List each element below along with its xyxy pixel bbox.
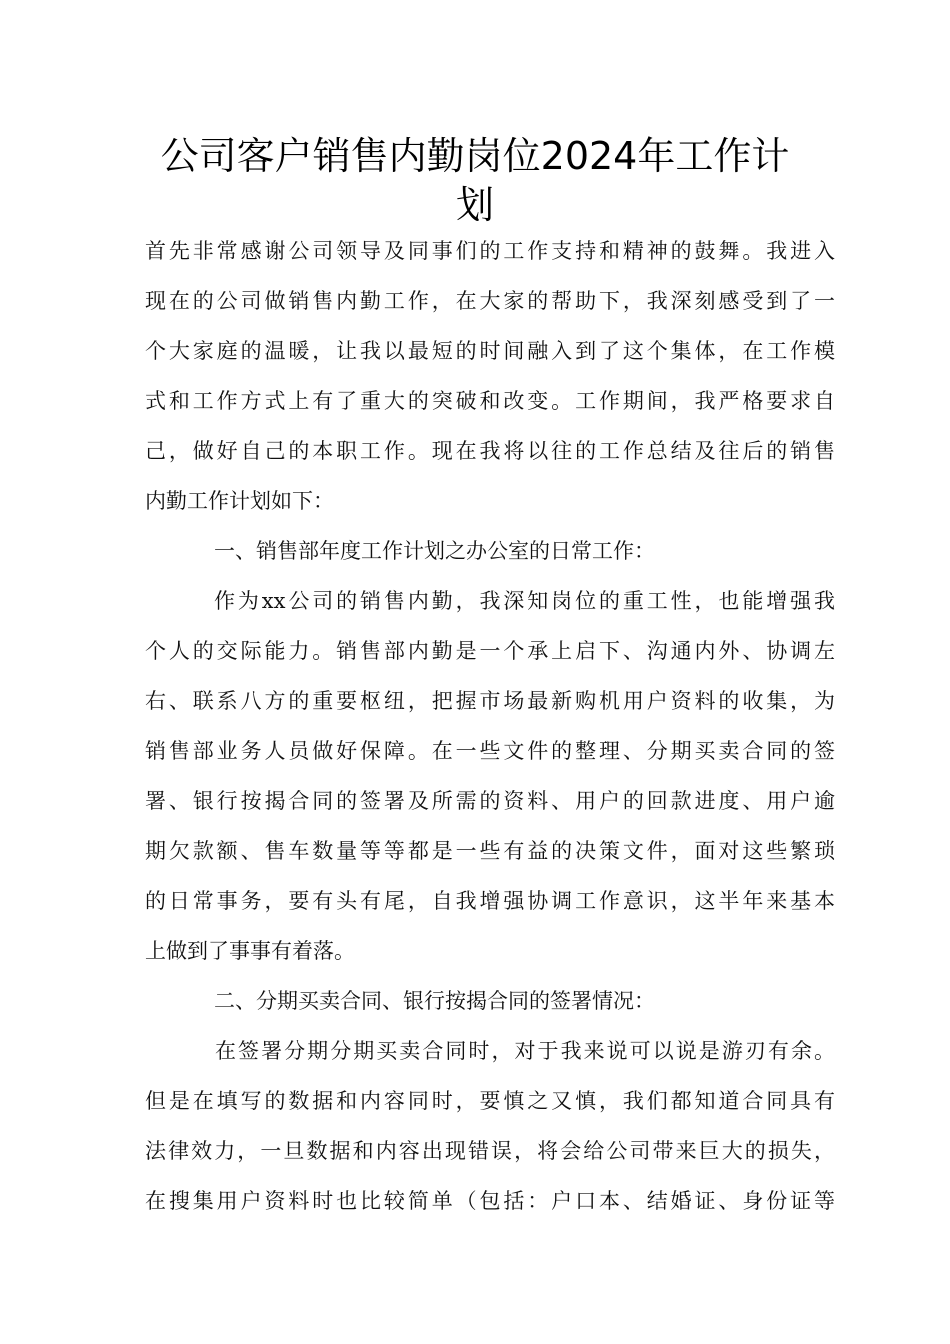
paragraph-1-line-4: 式和工作方式上有了重大的突破和改变。工作期间，我严格要求自: [145, 389, 835, 413]
paragraph-2-line-8: 上做到了事事有着落。: [145, 939, 355, 963]
paragraph-3-line-2: 但是在填写的数据和内容同时，要慎之又慎，我们都知道合同具有: [145, 1089, 835, 1113]
paragraph-3-line-3: 法律效力，一旦数据和内容出现错误，将会给公司带来巨大的损失，: [145, 1139, 835, 1163]
paragraph-1-line-2: 现在的公司做销售内勤工作，在大家的帮助下，我深刻感受到了一: [145, 289, 835, 313]
section-heading-2: 二、分期买卖合同、银行按揭合同的签署情况：: [214, 989, 655, 1013]
paragraph-2-line-3: 右、联系八方的重要枢纽，把握市场最新购机用户资料的收集，为: [145, 689, 835, 713]
paragraph-3-line-1: 在签署分期分期买卖合同时，对于我来说可以说是游刃有余。: [215, 1039, 835, 1063]
paragraph-1-line-6: 内勤工作计划如下：: [145, 489, 334, 513]
paragraph-2-line-6: 期欠款额、售车数量等等都是一些有益的决策文件，面对这些繁琐: [145, 839, 835, 863]
section-heading-1: 一、销售部年度工作计划之办公室的日常工作：: [214, 539, 655, 563]
paragraph-2-line-7: 的日常事务，要有头有尾，自我增强协调工作意识，这半年来基本: [145, 889, 835, 913]
paragraph-1-line-1: 首先非常感谢公司领导及同事们的工作支持和精神的鼓舞。我进入: [145, 239, 835, 263]
paragraph-3-line-4: 在搜集用户资料时也比较简单（包括：户口本、结婚证、身份证等: [145, 1189, 835, 1213]
document-title-line-2: 划: [455, 183, 494, 227]
paragraph-2-line-1: 作为xx公司的销售内勤，我深知岗位的重工性，也能增强我: [214, 589, 835, 613]
document-title-line-1: 公司客户销售内勤岗位2024年工作计: [160, 134, 790, 178]
paragraph-1-line-5: 己，做好自己的本职工作。现在我将以往的工作总结及往后的销售: [145, 439, 835, 463]
paragraph-2-line-4: 销售部业务人员做好保障。在一些文件的整理、分期买卖合同的签: [145, 739, 835, 763]
paragraph-2-line-2: 个人的交际能力。销售部内勤是一个承上启下、沟通内外、协调左: [145, 639, 835, 663]
paragraph-1-line-3: 个大家庭的温暖，让我以最短的时间融入到了这个集体，在工作模: [145, 339, 835, 363]
paragraph-2-line-5: 署、银行按揭合同的签署及所需的资料、用户的回款进度、用户逾: [145, 789, 835, 813]
